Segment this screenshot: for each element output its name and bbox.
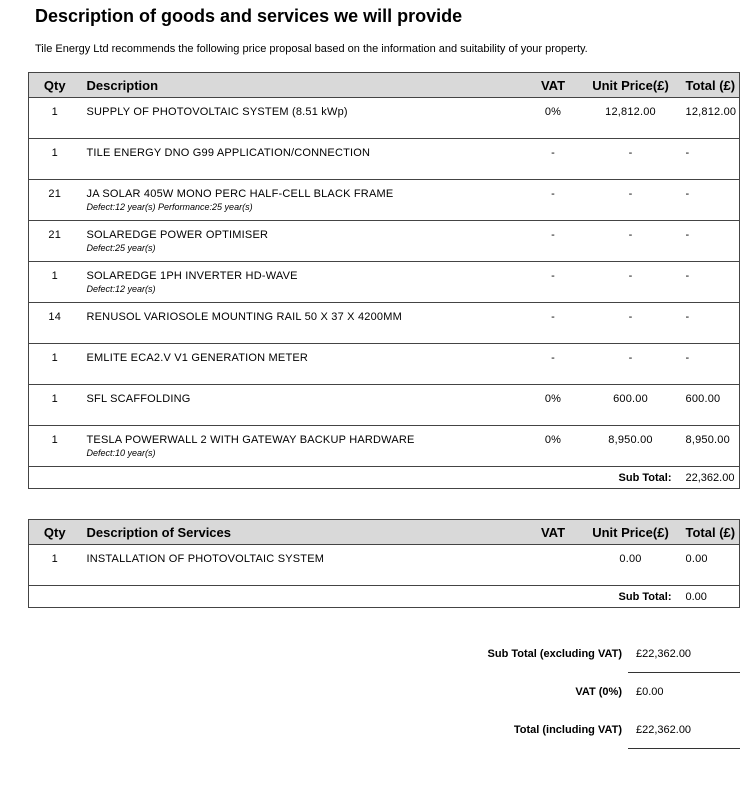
row-qty-cell xyxy=(29,426,81,467)
row-description: SOLAREDGE 1PH INVERTER HD-WAVE xyxy=(86,270,298,282)
row-unit-price: - xyxy=(628,311,633,323)
goods-subtotal-label: Sub Total: xyxy=(618,471,672,484)
row-total: - xyxy=(685,147,690,159)
row-qty: 1 xyxy=(51,553,58,565)
services-subtotal-value: 0.00 xyxy=(685,590,707,603)
row-qty: 14 xyxy=(48,311,62,323)
row-description: TESLA POWERWALL 2 WITH GATEWAY BACKUP HARDWARE xyxy=(86,434,415,446)
row-vat: 0% xyxy=(544,106,562,118)
row-qty-cell xyxy=(29,344,81,385)
row-total-cell xyxy=(676,221,740,262)
services-col-vat-header: VAT xyxy=(521,520,586,545)
table-row xyxy=(29,545,740,586)
row-total-cell xyxy=(676,139,740,180)
row-description-cell xyxy=(81,545,521,586)
row-description-cell xyxy=(81,98,521,139)
row-qty: 21 xyxy=(48,229,62,241)
row-qty: 21 xyxy=(48,188,62,200)
summary-vat-value: £0.00 xyxy=(636,686,664,698)
row-unit-price: 8,950.00 xyxy=(608,434,653,446)
row-description: EMLITE ECA2.V V1 GENERATION METER xyxy=(86,352,309,364)
row-qty-cell xyxy=(29,180,81,221)
table-row xyxy=(29,221,740,262)
table-row xyxy=(29,180,740,221)
row-vat: 0% xyxy=(544,393,562,405)
page-title: Description of goods and services we will provide xyxy=(35,6,463,26)
table-row xyxy=(29,385,740,426)
row-unit-price: - xyxy=(628,270,633,282)
col-total-header: Total (£) xyxy=(676,73,740,98)
summary-row-subtotal xyxy=(420,640,740,678)
row-qty-cell xyxy=(29,221,81,262)
row-description: SUPPLY OF PHOTOVOLTAIC SYSTEM (8.51 kWp) xyxy=(86,106,348,118)
row-total: - xyxy=(685,311,690,323)
row-unit-price-cell xyxy=(586,426,676,467)
goods-header-row xyxy=(29,73,740,98)
goods-subtotal-row xyxy=(29,467,740,489)
row-unit-price: 0.00 xyxy=(619,553,642,565)
row-unit-price: - xyxy=(628,229,633,241)
row-total-cell xyxy=(676,262,740,303)
row-vat: - xyxy=(551,270,555,282)
summary-total-label: Total (including VAT) xyxy=(513,724,622,736)
col-qty-header: Qty xyxy=(29,73,81,98)
row-description: SFL SCAFFOLDING xyxy=(86,393,191,405)
row-total: 600.00 xyxy=(685,393,721,405)
row-unit-price-cell xyxy=(586,385,676,426)
row-vat-cell xyxy=(521,385,586,426)
summary-divider xyxy=(628,748,740,749)
row-description-cell xyxy=(81,303,521,344)
row-unit-price-cell xyxy=(586,139,676,180)
row-vat-cell xyxy=(521,139,586,180)
row-vat xyxy=(521,545,586,553)
intro-text: Tile Energy Ltd recommends the following price proposal based on the information and suitability of your property. xyxy=(35,43,588,55)
row-total-cell xyxy=(676,98,740,139)
row-qty-cell xyxy=(29,139,81,180)
summary-row-vat xyxy=(420,678,740,716)
table-row xyxy=(29,98,740,139)
row-total-cell xyxy=(676,303,740,344)
row-total: - xyxy=(685,188,690,200)
services-col-unit-price-header: Unit Price(£) xyxy=(586,520,676,545)
row-warranty-note: Defect:25 year(s) xyxy=(86,243,156,253)
table-row xyxy=(29,303,740,344)
row-description: TILE ENERGY DNO G99 APPLICATION/CONNECTION xyxy=(86,147,371,159)
row-unit-price-cell xyxy=(586,221,676,262)
row-vat: 0% xyxy=(544,434,562,446)
row-qty: 1 xyxy=(51,106,58,118)
row-total: - xyxy=(685,229,690,241)
row-unit-price: - xyxy=(628,352,633,364)
row-qty: 1 xyxy=(51,352,58,364)
row-unit-price-cell xyxy=(586,344,676,385)
row-vat-cell xyxy=(521,180,586,221)
row-vat-cell xyxy=(521,303,586,344)
row-total: 0.00 xyxy=(685,553,708,565)
summary-total-value: £22,362.00 xyxy=(636,724,692,736)
row-unit-price-cell xyxy=(586,545,676,586)
row-description: INSTALLATION OF PHOTOVOLTAIC SYSTEM xyxy=(86,553,325,565)
row-vat-cell xyxy=(521,426,586,467)
row-description-cell xyxy=(81,180,521,221)
row-description-cell xyxy=(81,344,521,385)
row-unit-price: 12,812.00 xyxy=(605,106,656,118)
services-subtotal-row xyxy=(29,586,740,608)
row-unit-price-cell xyxy=(586,98,676,139)
col-unit-price-header: Unit Price(£) xyxy=(586,73,676,98)
goods-table xyxy=(28,72,740,489)
services-table xyxy=(28,519,740,608)
summary-divider xyxy=(628,672,740,673)
row-vat: - xyxy=(551,188,555,200)
totals-summary xyxy=(420,640,740,754)
row-vat-cell xyxy=(521,344,586,385)
row-description: RENUSOL VARIOSOLE MOUNTING RAIL 50 X 37 X 4200MM xyxy=(86,311,402,323)
table-row xyxy=(29,262,740,303)
row-description-cell xyxy=(81,139,521,180)
row-description: SOLAREDGE POWER OPTIMISER xyxy=(86,229,269,241)
summary-vat-label: VAT (0%) xyxy=(575,686,622,698)
row-unit-price-cell xyxy=(586,180,676,221)
row-description: JA SOLAR 405W MONO PERC HALF-CELL BLACK FRAME xyxy=(86,188,394,200)
row-total-cell xyxy=(676,180,740,221)
services-subtotal-label: Sub Total: xyxy=(618,590,672,603)
row-qty-cell xyxy=(29,303,81,344)
row-vat: - xyxy=(551,352,555,364)
row-description-cell xyxy=(81,262,521,303)
services-col-description-header: Description of Services xyxy=(81,520,521,545)
col-description-header: Description xyxy=(81,73,521,98)
row-description-cell xyxy=(81,221,521,262)
row-qty-cell xyxy=(29,98,81,139)
col-vat-header: VAT xyxy=(521,73,586,98)
row-warranty-note: Defect:12 year(s) xyxy=(86,284,156,294)
row-qty: 1 xyxy=(51,393,58,405)
row-vat-cell xyxy=(521,262,586,303)
row-qty-cell xyxy=(29,262,81,303)
table-row xyxy=(29,139,740,180)
row-total: 8,950.00 xyxy=(685,434,730,446)
row-qty-cell xyxy=(29,385,81,426)
row-warranty-note: Defect:12 year(s) Performance:25 year(s) xyxy=(86,202,253,212)
row-total-cell xyxy=(676,426,740,467)
row-qty-cell xyxy=(29,545,81,586)
row-vat-cell xyxy=(521,98,586,139)
row-description-cell xyxy=(81,426,521,467)
services-col-total-header: Total (£) xyxy=(676,520,740,545)
row-unit-price-cell xyxy=(586,303,676,344)
row-qty: 1 xyxy=(51,270,58,282)
row-qty: 1 xyxy=(51,147,58,159)
row-total: - xyxy=(685,352,690,364)
services-col-qty-header: Qty xyxy=(29,520,81,545)
services-header-row xyxy=(29,520,740,545)
row-total: - xyxy=(685,270,690,282)
row-vat: - xyxy=(551,311,555,323)
row-vat: - xyxy=(551,229,555,241)
row-vat: - xyxy=(551,147,555,159)
row-total: 12,812.00 xyxy=(685,106,737,118)
goods-subtotal-value: 22,362.00 xyxy=(685,471,735,484)
row-warranty-note: Defect:10 year(s) xyxy=(86,448,156,458)
row-vat-cell xyxy=(521,221,586,262)
row-unit-price: 600.00 xyxy=(613,393,648,405)
table-row xyxy=(29,426,740,467)
row-unit-price: - xyxy=(628,147,633,159)
row-total-cell xyxy=(676,344,740,385)
summary-subtotal-value: £22,362.00 xyxy=(636,648,692,660)
row-unit-price: - xyxy=(628,188,633,200)
row-vat-cell xyxy=(521,545,586,586)
summary-subtotal-label: Sub Total (excluding VAT) xyxy=(487,648,622,660)
summary-row-total xyxy=(420,716,740,754)
table-row xyxy=(29,344,740,385)
row-description-cell xyxy=(81,385,521,426)
row-qty: 1 xyxy=(51,434,58,446)
row-total-cell xyxy=(676,385,740,426)
row-total-cell xyxy=(676,545,740,586)
row-unit-price-cell xyxy=(586,262,676,303)
